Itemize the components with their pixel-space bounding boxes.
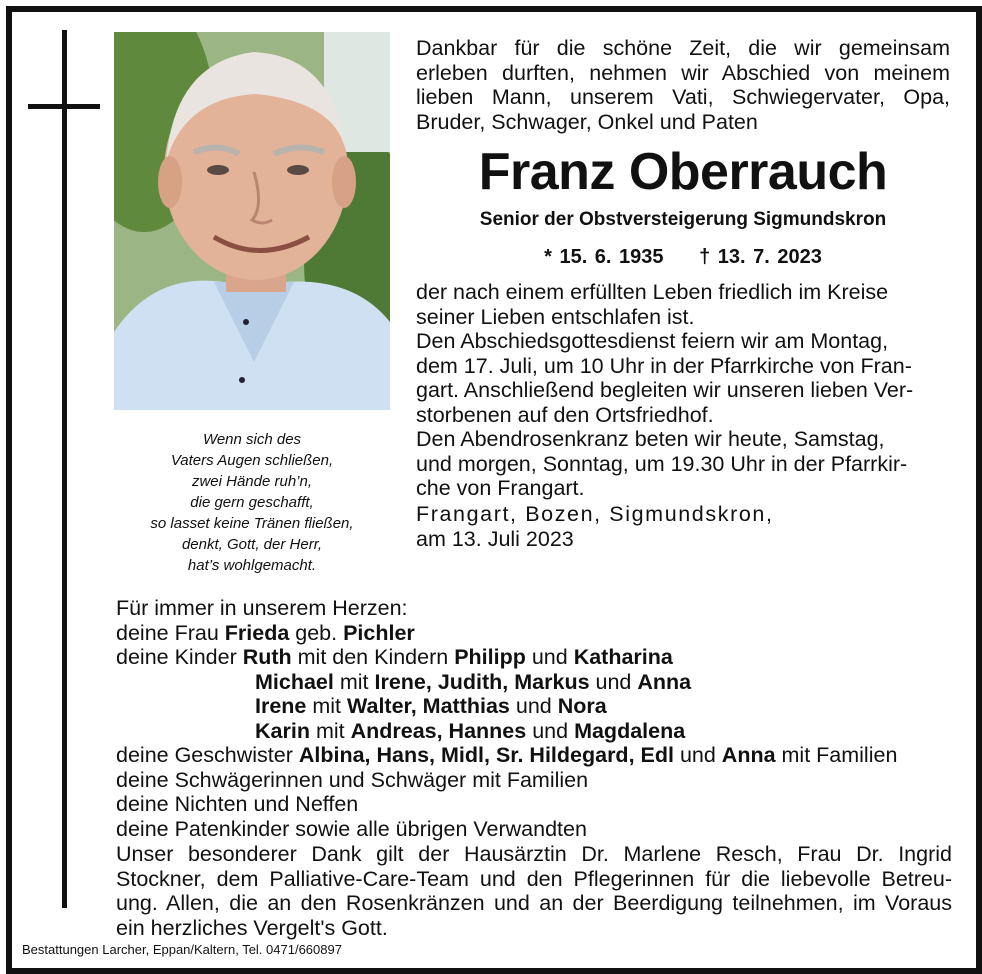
poem-line: denkt, Gott, der Herr, [181,536,323,553]
body-line: Den Abschiedsgottesdienst feiern wir am Montag, [416,329,889,353]
body-line: che von Frangart. [416,476,585,500]
birth-date: * 15. 6. 1935 [544,246,664,268]
wife-prefix: deine Frau [116,620,225,645]
thanks-line: Stockner, dem Palliative-Care-Team und den Pflegerinnen für die liebevolle Betreu- [116,866,952,891]
body-line: dem 17. Juli, um 10 Uhr in der Pfarrkirche von Fran- [416,353,912,378]
cross-icon-bar [28,104,100,109]
child-line [116,645,966,670]
grandchildren: Andreas, Hannes [350,718,527,743]
child-line [116,694,966,719]
funeral-home-footer: Bestattungen Larcher, Eppan/Kaltern, Tel. 0471/660897 [22,942,342,957]
deceased-name: Franz Oberrauch [478,143,888,201]
grandchildren: Walter, Matthias [347,694,510,718]
service-details [416,280,950,501]
grandchildren: Magdalena [574,718,686,743]
grandchildren: Katharina [573,645,673,669]
siblings-names: Albina, Hans, Midl, Sr. Hildegard, Edl [298,743,674,767]
connector: mit den Kindern [291,645,455,669]
connector: mit [333,669,375,694]
grandchildren: Nora [557,694,607,718]
thanks-line: ung. Allen, die an den Rosenkränzen und an der Beerdigung teilnehmen, im Voraus [116,891,952,915]
sibling-name: Anna [721,743,776,767]
family-list [116,596,966,841]
child-line [116,719,966,744]
family-heading: Für immer in unserem Herzen: [116,596,408,620]
grandchildren: Irene, Judith, Markus [374,669,590,694]
connector: und [673,743,722,767]
poem-line: Vaters Augen schließen, [170,452,334,469]
obituary-notice [6,6,982,974]
poem-line: zwei Hände ruh’n, [191,473,313,490]
nieces-line: deine Nichten und Neffen [116,792,359,816]
wife-geb: geb. [289,620,344,645]
poem [112,429,392,576]
connector: und [509,694,558,718]
intro-text [416,36,950,134]
child-name: Michael [255,669,334,694]
body-line: der nach einem erfüllten Leben friedlich im Kreise [416,280,889,304]
children-label: deine Kinder [116,645,243,669]
thanks-text [116,842,952,940]
poem-line: Wenn sich des [202,431,302,448]
place-date [416,502,950,551]
child-name: Ruth [242,645,292,669]
life-dates [416,244,950,270]
connector: und [526,718,575,743]
child-name: Karin [255,718,310,743]
poem-line: so lasset keine Tränen fließen, [150,515,354,532]
portrait-photo [114,32,390,410]
child-name: Irene [255,694,307,718]
intro-line: lieben Mann, unserem Vati, Schwiegervater, Opa, [416,85,950,109]
grandchildren: Philipp [454,645,526,669]
siblings-suffix: mit Familien [775,743,898,767]
thanks-line: Unser besonderer Dank gilt der Hausärztin Dr. Marlene Resch, Frau Dr. Ingrid [116,842,952,866]
wife-maiden-name: Pichler [343,620,415,645]
death-date: † 13. 7. 2023 [699,246,822,268]
intro-line: erleben durften, nehmen wir Abschied von meinem [416,60,950,85]
siblings-line [116,743,966,768]
connector: mit [306,694,347,718]
poem-line: hat’s wohlgemacht. [187,557,317,574]
cross-icon [62,30,67,908]
deceased-role: Senior der Obstversteigerung Sigmundskron [479,209,887,230]
body-line: seiner Lieben entschlafen ist. [416,304,695,329]
wife-name: Frieda [224,620,290,645]
connector: mit [309,718,351,743]
wife-line [116,621,966,646]
intro-line: Bruder, Schwager, Onkel und Paten [416,109,758,134]
child-line [116,670,966,695]
grandchildren: Anna [637,669,692,694]
siblings-prefix: deine Geschwister [116,743,299,767]
godchildren-line: deine Patenkinder sowie alle übrigen Verwandten [116,816,587,841]
body-line: Den Abendrosenkranz beten wir heute, Samstag, [416,427,885,451]
body-line: gart. Anschließend begleiten wir unseren lieben Ver- [416,378,914,402]
intro-line: Dankbar für die schöne Zeit, die wir gemeinsam [416,36,950,60]
date-line: am 13. Juli 2023 [416,526,574,551]
connector: und [525,645,574,669]
body-line: storbenen auf den Ortsfriedhof. [416,402,714,427]
poem-line: die gern geschafft, [190,494,314,511]
body-line: und morgen, Sonntag, um 19.30 Uhr in der Pfarrkir- [416,451,908,476]
place-line: Frangart, Bozen, Sigmundskron, [416,502,774,526]
connector: und [589,669,638,694]
in-laws-line: deine Schwägerinnen und Schwäger mit Familien [116,767,589,792]
thanks-line: ein herzliches Vergelt's Gott. [116,915,388,940]
